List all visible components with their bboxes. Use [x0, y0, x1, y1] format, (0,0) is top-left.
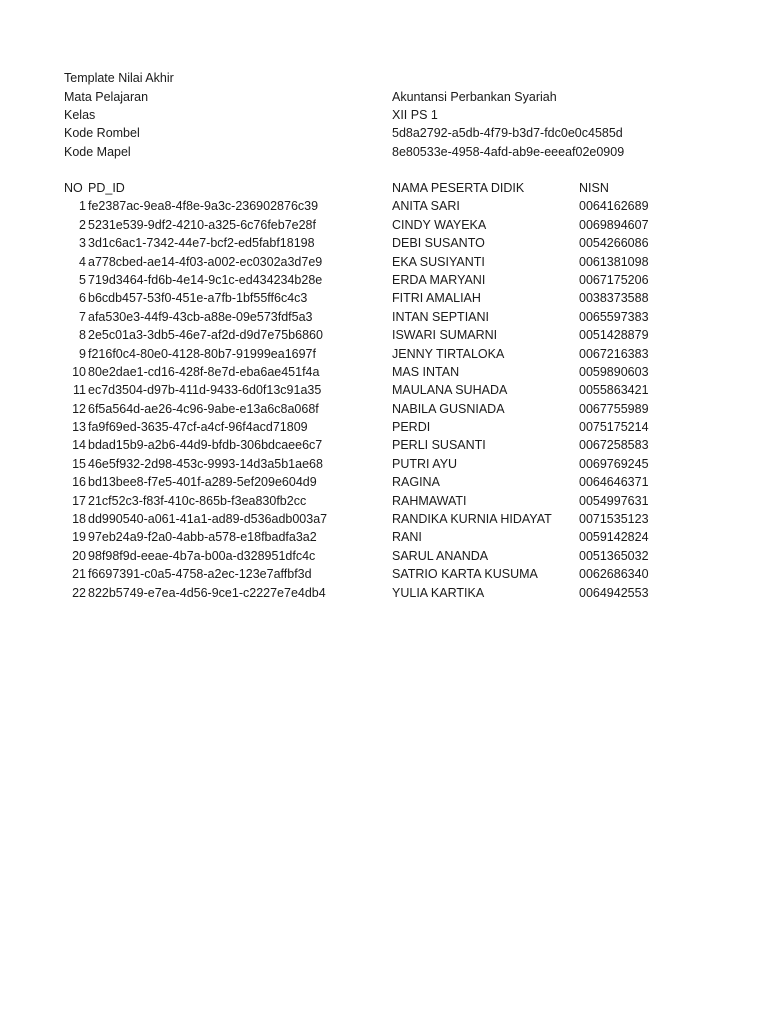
table-row	[64, 565, 704, 583]
table-row	[64, 492, 704, 510]
row-number: 21	[72, 567, 86, 582]
row-pd-id: 719d3464-fd6b-4e14-9c1c-ed434234b28e	[88, 272, 323, 287]
column-header-pd-id: PD_ID	[88, 181, 125, 195]
row-nisn: 0067216383	[579, 346, 649, 361]
row-number: 7	[79, 309, 86, 324]
document-title: Template Nilai Akhir	[64, 71, 174, 85]
row-student-name: SATRIO KARTA KUSUMA	[392, 567, 538, 582]
row-student-name: INTAN SEPTIANI	[392, 309, 490, 324]
row-student-name: PERDI	[392, 420, 431, 435]
table-body	[64, 197, 704, 602]
row-student-name: RANDIKA KURNIA HIDAYAT	[392, 512, 552, 527]
row-student-name: ANITA SARI	[392, 199, 460, 214]
row-student-name: RAHMAWATI	[392, 493, 467, 508]
row-nisn: 0075175214	[579, 420, 649, 435]
table-row	[64, 345, 704, 363]
row-nisn: 0062686340	[579, 567, 649, 582]
row-nisn: 0061381098	[579, 254, 649, 269]
row-pd-id: ec7d3504-d97b-411d-9433-6d0f13c91a35	[88, 383, 322, 398]
row-nisn: 0064646371	[579, 475, 649, 490]
table-row	[64, 289, 704, 307]
row-pd-id: 46e5f932-2d98-453c-9993-14d3a5b1ae68	[88, 456, 323, 471]
meta-value: 5d8a2792-a5db-4f79-b3d7-fdc0e0c4585d	[392, 126, 623, 140]
row-student-name: CINDY WAYEKA	[392, 217, 487, 232]
row-nisn: 0069769245	[579, 456, 649, 471]
row-pd-id: 21cf52c3-f83f-410c-865b-f3ea830fb2cc	[88, 493, 307, 508]
row-student-name: DEBI SUSANTO	[392, 236, 485, 251]
row-number: 2	[79, 217, 86, 232]
row-number: 4	[79, 254, 86, 269]
table-header-row	[64, 179, 704, 197]
meta-value: Akuntansi Perbankan Syariah	[392, 90, 557, 104]
student-table	[64, 179, 704, 602]
row-student-name: MAULANA SUHADA	[392, 383, 508, 398]
row-pd-id: bd13bee8-f7e5-401f-a289-5ef209e604d9	[88, 475, 317, 490]
row-nisn: 0069894607	[579, 217, 649, 232]
row-nisn: 0054997631	[579, 493, 649, 508]
table-row	[64, 363, 704, 381]
row-student-name: NABILA GUSNIADA	[392, 401, 505, 416]
table-row	[64, 436, 704, 454]
table-row	[64, 473, 704, 491]
table-row	[64, 271, 704, 289]
row-pd-id: 2e5c01a3-3db5-46e7-af2d-d9d7e75b6860	[88, 328, 323, 343]
table-row	[64, 418, 704, 436]
row-student-name: FITRI AMALIAH	[392, 291, 481, 306]
row-number: 8	[79, 328, 86, 343]
row-number: 18	[72, 512, 86, 527]
meta-value: XII PS 1	[392, 108, 438, 122]
table-row	[64, 528, 704, 546]
row-student-name: ISWARI SUMARNI	[392, 328, 498, 343]
row-student-name: YULIA KARTIKA	[392, 585, 485, 600]
meta-label: Mata Pelajaran	[64, 90, 149, 104]
row-pd-id: 822b5749-e7ea-4d56-9ce1-c2227e7e4db4	[88, 585, 326, 600]
row-number: 19	[72, 530, 86, 545]
row-student-name: RANI	[392, 530, 422, 545]
row-number: 14	[72, 438, 86, 453]
row-number: 11	[73, 383, 86, 398]
meta-value: 8e80533e-4958-4afd-ab9e-eeeaf02e0909	[392, 145, 625, 159]
row-pd-id: 3d1c6ac1-7342-44e7-bcf2-ed5fabf18198	[88, 236, 315, 251]
row-student-name: EKA SUSIYANTI	[392, 254, 485, 269]
table-row	[64, 455, 704, 473]
row-number: 15	[72, 456, 86, 471]
row-number: 20	[72, 548, 86, 563]
row-number: 13	[72, 420, 86, 435]
row-pd-id: f216f0c4-80e0-4128-80b7-91999ea1697f	[88, 346, 316, 361]
row-nisn: 0051428879	[579, 328, 649, 343]
row-pd-id: 98f98f9d-eeae-4b7a-b00a-d328951dfc4c	[88, 548, 316, 563]
table-row	[64, 547, 704, 565]
row-pd-id: afa530e3-44f9-43cb-a88e-09e573fdf5a3	[88, 309, 313, 324]
row-number: 9	[79, 346, 86, 361]
row-pd-id: bdad15b9-a2b6-44d9-bfdb-306bdcaee6c7	[88, 438, 323, 453]
table-row	[64, 326, 704, 344]
row-nisn: 0071535123	[579, 512, 649, 527]
row-nisn: 0067175206	[579, 272, 649, 287]
table-row	[64, 234, 704, 252]
row-student-name: ERDA MARYANI	[392, 272, 486, 287]
row-student-name: RAGINA	[392, 475, 440, 490]
table-row	[64, 584, 704, 602]
row-pd-id: a778cbed-ae14-4f03-a002-ec0302a3d7e9	[88, 254, 323, 269]
row-number: 16	[72, 475, 86, 490]
row-pd-id: b6cdb457-53f0-451e-a7fb-1bf55ff6c4c3	[88, 291, 308, 306]
row-number: 10	[72, 364, 86, 379]
row-pd-id: dd990540-a061-41a1-ad89-d536adb003a7	[88, 512, 328, 527]
row-student-name: PERLI SUSANTI	[392, 438, 486, 453]
table-row	[64, 253, 704, 271]
table-row	[64, 308, 704, 326]
meta-label: Kode Rombel	[64, 126, 140, 140]
row-nisn: 0064942553	[579, 585, 649, 600]
row-nisn: 0067755989	[579, 401, 649, 416]
row-pd-id: 97eb24a9-f2a0-4abb-a578-e18fbadfa3a2	[88, 530, 317, 545]
column-header-nama: NAMA PESERTA DIDIK	[392, 181, 525, 195]
row-pd-id: fa9f69ed-3635-47cf-a4cf-96f4acd71809	[88, 420, 308, 435]
row-nisn: 0065597383	[579, 309, 649, 324]
row-number: 1	[79, 199, 86, 214]
table-row	[64, 381, 704, 399]
row-number: 3	[79, 236, 86, 251]
row-student-name: SARUL ANANDA	[392, 548, 489, 563]
row-number: 22	[72, 585, 86, 600]
table-row	[64, 510, 704, 528]
row-number: 6	[79, 291, 86, 306]
row-nisn: 0064162689	[579, 199, 649, 214]
row-nisn: 0059142824	[579, 530, 649, 545]
row-pd-id: fe2387ac-9ea8-4f8e-9a3c-236902876c39	[88, 199, 319, 214]
column-header-nisn: NISN	[579, 181, 609, 195]
table-row	[64, 216, 704, 234]
column-header-no: NO	[64, 181, 83, 195]
row-pd-id: 80e2dae1-cd16-428f-8e7d-eba6ae451f4a	[88, 364, 320, 379]
row-nisn: 0059890603	[579, 364, 649, 379]
meta-label: Kelas	[64, 108, 96, 122]
row-student-name: JENNY TIRTALOKA	[392, 346, 505, 361]
row-nisn: 0055863421	[579, 383, 649, 398]
row-pd-id: 6f5a564d-ae26-4c96-9abe-e13a6c8a068f	[88, 401, 319, 416]
row-nisn: 0067258583	[579, 438, 649, 453]
table-row	[64, 400, 704, 418]
row-number: 12	[72, 401, 86, 416]
row-pd-id: f6697391-c0a5-4758-a2ec-123e7affbf3d	[88, 567, 312, 582]
row-nisn: 0038373588	[579, 291, 649, 306]
row-number: 17	[72, 493, 86, 508]
table-row	[64, 197, 704, 215]
row-nisn: 0054266086	[579, 236, 649, 251]
row-nisn: 0051365032	[579, 548, 649, 563]
row-student-name: MAS INTAN	[392, 364, 460, 379]
row-number: 5	[79, 272, 86, 287]
row-student-name: PUTRI AYU	[392, 456, 458, 471]
meta-label: Kode Mapel	[64, 145, 131, 159]
row-pd-id: 5231e539-9df2-4210-a325-6c76feb7e28f	[88, 217, 316, 232]
